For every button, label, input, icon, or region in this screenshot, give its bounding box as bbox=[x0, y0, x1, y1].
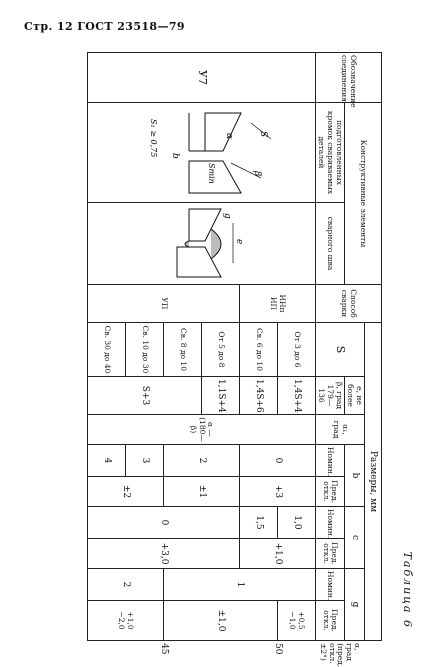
dims-title: Размеры, мм bbox=[368, 450, 379, 513]
alpha1-cell: α — (180—β) bbox=[87, 415, 315, 445]
s-label: S bbox=[258, 131, 269, 138]
c-tol-cell-1: +1,0 bbox=[239, 539, 315, 569]
c-header: c bbox=[344, 507, 364, 569]
b-tol-cell-1: +3 bbox=[239, 477, 315, 507]
beta-deg-label: β, град bbox=[334, 382, 344, 409]
prepared-drawing bbox=[87, 103, 315, 203]
c-tol-cell-2: +3,0 bbox=[87, 539, 239, 569]
g-nom-cell-2: 2 bbox=[87, 569, 163, 601]
c-nom-header: Номин. bbox=[315, 507, 344, 539]
page-header: Стр. 12 ГОСТ 23518—79 bbox=[24, 20, 185, 33]
s-header: S bbox=[315, 323, 364, 377]
b-nom-header: Номин. bbox=[315, 445, 344, 477]
b-nom-cell-3: 3 bbox=[125, 445, 163, 477]
g-nom-cell-1: 1 bbox=[163, 569, 315, 601]
s-cell-5: Св. 10 до 30 bbox=[125, 323, 163, 377]
b-label: b bbox=[170, 153, 181, 159]
s-cell-3: От 5 до 8 bbox=[201, 323, 239, 377]
s-cell-1: От 3 до 6 bbox=[277, 323, 315, 377]
weld-table: Обозначение соединения Конструктивные элементы Способ сварки Размеры, мм S e, не более α₁, град b c g α, град (пред. откл. ±2°) подготовленных кромок свариваемых деталей сварного шва β, град 179—136 Номин. Пред. откл. Номин. Пред. откл. Номин. Пред. откл. У7 S β α b Smin S₁ ≥ 0,75 e g ИНп ИП От 3 до 6 1,4S+4 α — (180—β) 0 +3 1,0 +1,0 1 +0,5 −1,0 50 Св. 6 до 10 1,4S+6 1,5 ±1,0 УП От 5 до 8 1,1S+4 2 ±1 0 +3,0 45 Св. 8 до 10 S+3 Св. 10 до 30 3 ±2 2 +1,0 −2,0 Св. 30 до 40 4 bbox=[87, 52, 382, 641]
g-tol-cell-2: ±1,0 bbox=[163, 601, 277, 641]
e-cell-1: 1,4S+4 bbox=[277, 377, 315, 415]
c-nom-cell-3: 0 bbox=[87, 507, 239, 539]
dims-header bbox=[365, 323, 382, 641]
e-cell-3: 1,1S+4 bbox=[201, 377, 239, 415]
e-max-header: e, не более bbox=[344, 377, 364, 415]
b-nom-cell-1: 0 bbox=[239, 445, 315, 477]
s-cell-4: Св. 8 до 10 bbox=[163, 323, 201, 377]
table-label: Таблица 6 bbox=[401, 551, 414, 629]
prepared-edges-icon bbox=[101, 103, 301, 201]
prepared-header: подготовленных кромок свариваемых деталей bbox=[315, 103, 344, 203]
b-header: b bbox=[344, 445, 364, 507]
smin-label: Smin bbox=[207, 163, 217, 184]
s1-label: S₁ ≥ 0,75 bbox=[149, 119, 159, 158]
b-tol-cell-3: ±2 bbox=[87, 477, 163, 507]
weld-seam-icon bbox=[101, 203, 301, 283]
g-tol-header: Пред. откл. bbox=[315, 601, 344, 641]
alpha1-header: α₁, град bbox=[315, 415, 364, 445]
method-header: Способ сварки bbox=[315, 285, 381, 323]
b-tol-cell-2: ±1 bbox=[163, 477, 239, 507]
beta-range: 179—136 bbox=[317, 384, 336, 407]
s-cell-2: Св. 6 до 10 bbox=[239, 323, 277, 377]
c-nom-cell-2: 1,5 bbox=[239, 507, 277, 539]
method-cell-2: УП bbox=[87, 285, 239, 323]
alpha-label: α bbox=[224, 133, 235, 140]
beta-label: β bbox=[252, 171, 263, 177]
g-tol-cell-3: +1,0 −2,0 bbox=[87, 601, 163, 641]
g-header: g bbox=[344, 569, 364, 641]
e-cell-2: 1,4S+6 bbox=[239, 377, 277, 415]
method-cell-1: ИНп ИП bbox=[239, 285, 315, 323]
g-tol-cell-1: +0,5 −1,0 bbox=[277, 601, 315, 641]
g-label: g bbox=[222, 213, 233, 219]
c-nom-cell-1: 1,0 bbox=[277, 507, 315, 539]
b-tol-header: Пред. откл. bbox=[315, 477, 344, 507]
g-nom-header: Номин. bbox=[315, 569, 344, 601]
s-cell-6: Св. 30 до 40 bbox=[87, 323, 125, 377]
b-nom-cell-4: 4 bbox=[87, 445, 125, 477]
e-cell-4: S+3 bbox=[87, 377, 201, 415]
b-nom-cell-2: 2 bbox=[163, 445, 239, 477]
designation-header: Обозначение соединения bbox=[315, 53, 381, 103]
designation-cell: У7 bbox=[87, 53, 315, 103]
beta-header bbox=[315, 377, 344, 415]
structural-header: Конструктивные элементы bbox=[344, 103, 381, 285]
seam-drawing bbox=[87, 203, 315, 285]
e-label: e bbox=[234, 239, 245, 245]
c-tol-header: Пред. откл. bbox=[315, 539, 344, 569]
seam-header: сварного шва bbox=[315, 203, 344, 285]
